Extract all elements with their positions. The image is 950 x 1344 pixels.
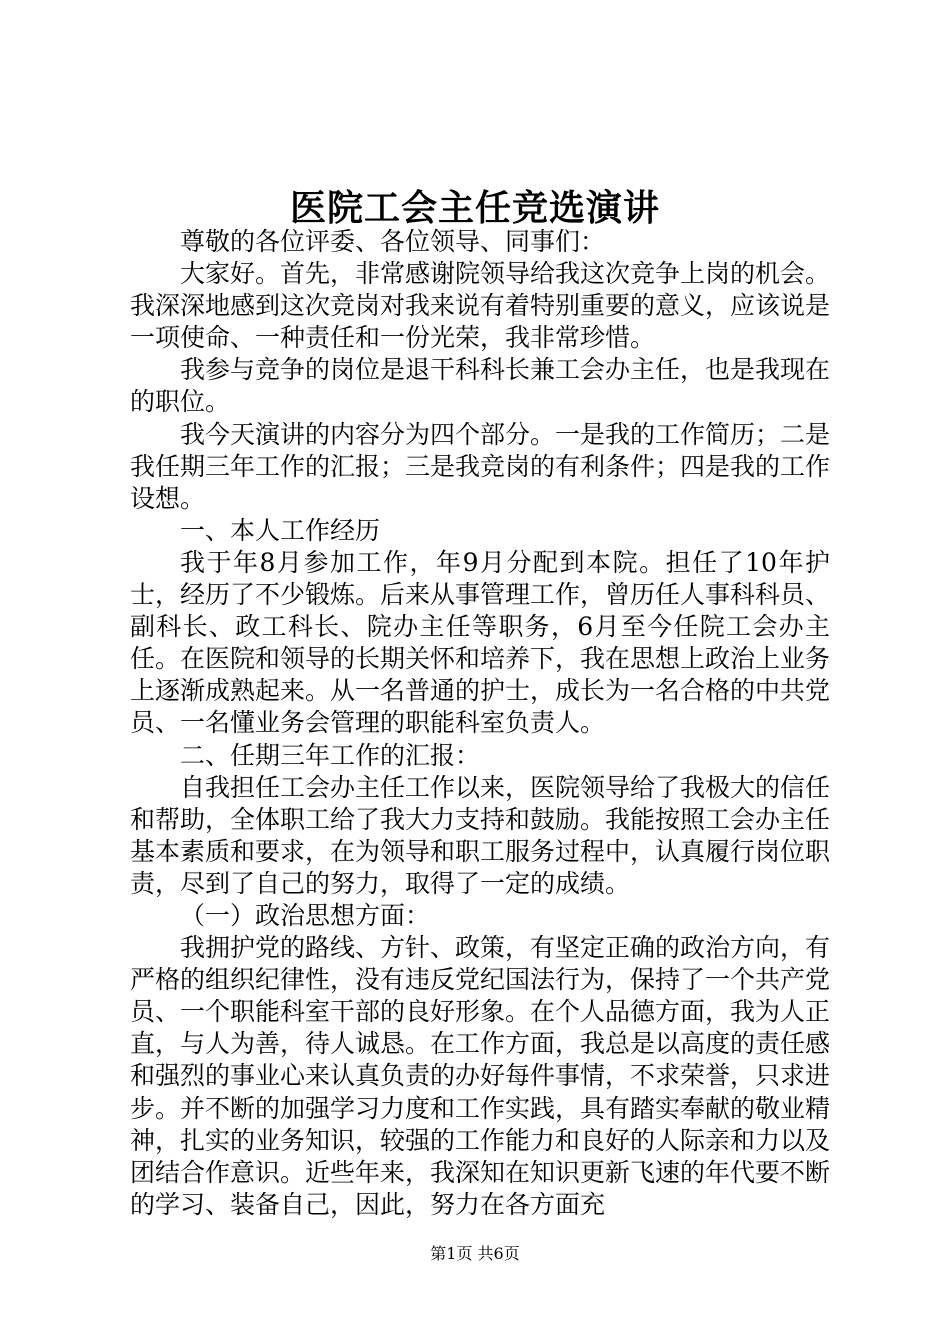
paragraph-report: 自我担任工会办主任工作以来，医院领导给了我极大的信任和帮助，全体职工给了我大力支持和鼓励。我能按照工会办主任基本素质和要求，在为领导和职工服务过程中，认真履行岗位职责，尽到了自己的努力，取得了一定的成绩。 — [130, 772, 831, 898]
paragraph-experience: 我于年8月参加工作，年9月分配到本院。担任了10年护士，经历了不少锻炼。后来从事管理工作，曾历任人事科科员、副科长、政工科长、院办主任等职务，6月至今任院工会办主任。在医院和领导的长期关怀和培养下，我在思想上政治上业务上逐渐成熟起来。从一名普通的护士，成长为一名合格的中共党员、一名懂业务会管理的职能科室负责人。 — [130, 547, 831, 738]
page-footer: 第1页 共6页 — [430, 1244, 520, 1263]
paragraph-position: 我参与竞争的岗位是退干科科长兼工会办主任，也是我现在的职位。 — [130, 355, 831, 417]
paragraph-intro: 大家好。首先，非常感谢院领导给我这次竞争上岗的机会。我深深地感到这次竞岗对我来说有着特别重要的意义，应该说是一项使命、一种责任和一份光荣，我非常珍惜。 — [130, 259, 831, 353]
paragraph-politics: 我拥护党的路线、方针、政策，有坚定正确的政治方向，有严格的组织纪律性，没有违反党纪国法行为，保持了一个共产党员、一个职能科室干部的良好形象。在个人品德方面，我为人正直，与人为善，待人诚恳。在工作方面，我总是以高度的责任感和强烈的事业心来认真负责的办好每件事情，不求荣誉，只求进步。并不断的加强学习力度和工作实践，具有踏实奉献的敬业精神，扎实的业务知识，较强的工作能力和良好的人际亲和力以及团结合作意识。近些年来，我深知在知识更新飞速的年代要不断的学习、装备自己，因此，努力在各方面充 — [130, 933, 831, 1219]
section-heading-experience: 一、本人工作经历 — [180, 515, 381, 545]
paragraph-greeting: 尊敬的各位评委、各位领导、同事们： — [180, 227, 606, 256]
document-body — [130, 226, 830, 1221]
document-title: 医院工会主任竞选演讲 — [289, 187, 660, 229]
subsection-heading-politics: （一）政治思想方面： — [180, 900, 431, 930]
paragraph-outline: 我今天演讲的内容分为四个部分。一是我的工作简历；二是我任期三年工作的汇报；三是我竞岗的有利条件；四是我的工作设想。 — [130, 419, 831, 513]
section-heading-report: 二、任期三年工作的汇报： — [180, 740, 481, 770]
